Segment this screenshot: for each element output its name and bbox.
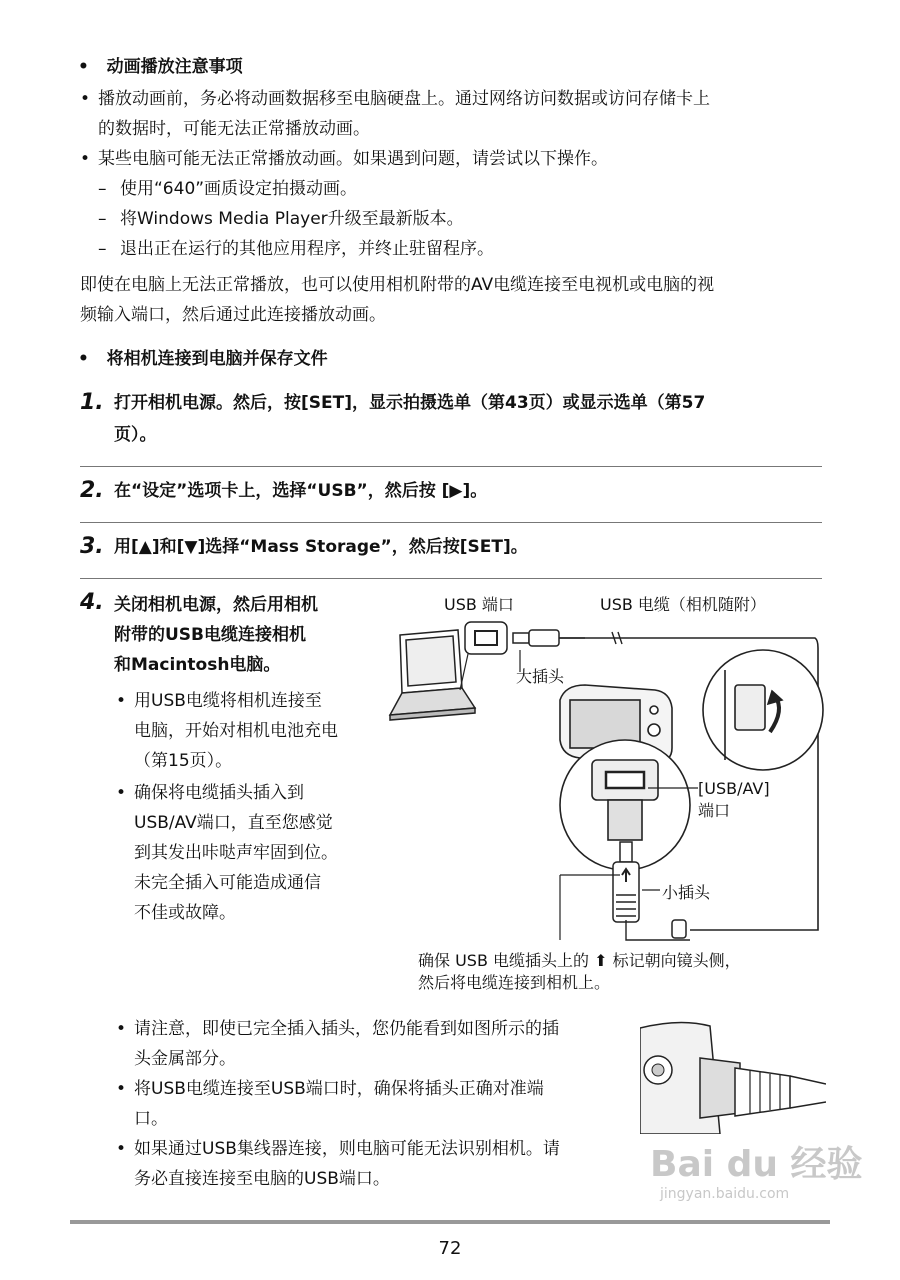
note-text: 务必直接连接至电脑的USB端口。 xyxy=(134,1169,390,1189)
bullet-text: 的数据时，可能无法正常播放动画。 xyxy=(98,119,370,139)
step-text: 页）。 xyxy=(114,425,157,445)
note-text: 口。 xyxy=(134,1109,168,1129)
divider xyxy=(80,578,822,579)
usbav-port-label: [USB/AV] xyxy=(698,779,770,798)
step-text: 关闭相机电源，然后用相机 xyxy=(114,595,318,615)
section-heading-movie-playback: • 动画播放注意事项 xyxy=(78,57,243,77)
bullet-text: 确保将电缆插头插入到 xyxy=(134,783,304,803)
step-text: 附带的USB电缆连接相机 xyxy=(114,625,307,645)
diagram-caption: 确保 USB 电缆插头上的 ⬆ 标记朝向镜头侧， xyxy=(418,951,741,970)
footer-rule xyxy=(70,1220,830,1224)
usbav-port-label: 端口 xyxy=(698,801,731,820)
usb-cable-label: USB 电缆（相机随附） xyxy=(600,595,766,614)
dash-mark: – xyxy=(98,209,107,229)
section-heading-connect: • 将相机连接到电脑并保存文件 xyxy=(78,349,328,369)
bullet: • xyxy=(116,783,127,803)
note-text: 将USB电缆连接至USB端口时，确保将插头正确对准端 xyxy=(134,1079,544,1099)
baidu-watermark xyxy=(650,1145,863,1203)
note-text: 请注意，即使已完全插入插头，您仍能看到如图所示的插 xyxy=(134,1019,559,1039)
note-text: 头金属部分。 xyxy=(134,1049,236,1069)
step-text: 打开相机电源。然后，按[SET]，显示拍摄选单（第43页）或显示选单（第57 xyxy=(114,393,706,413)
diagram-caption: 然后将电缆连接到相机上。 xyxy=(418,973,611,992)
step-number: 1. xyxy=(80,390,104,415)
small-plug-label: 小插头 xyxy=(662,883,711,902)
step-text: 用[▲]和[▼]选择“Mass Storage”，然后按[SET]。 xyxy=(114,537,528,557)
bullet-text: 播放动画前，务必将动画数据移至电脑硬盘上。通过网络访问数据或访问存储卡上 xyxy=(98,89,710,109)
bullet-text: 某些电脑可能无法正常播放动画。如果遇到问题，请尝试以下操作。 xyxy=(98,149,608,169)
bullet: • xyxy=(80,89,91,109)
step-number: 4. xyxy=(80,590,104,615)
step-number: 2. xyxy=(80,478,104,503)
bullet-text: 用USB电缆将相机连接至 xyxy=(134,691,322,711)
bullet-text: 未完全插入可能造成通信 xyxy=(134,873,321,893)
bullet: • xyxy=(116,691,127,711)
bullet: • xyxy=(80,149,91,169)
plug-closeup-illustration xyxy=(640,1018,826,1134)
dash-text: 将Windows Media Player升级至最新版本。 xyxy=(120,209,464,229)
step-text: 在“设定”选项卡上，选择“USB”，然后按 [▶]。 xyxy=(114,481,488,501)
laptop-illustration xyxy=(390,630,475,720)
bullet-text: 不佳或故障。 xyxy=(134,903,236,923)
big-plug-label: 大插头 xyxy=(516,667,565,686)
dash-text: 使用“640”画质设定拍摄动画。 xyxy=(120,179,358,199)
port-cover-zoom xyxy=(703,650,823,770)
watermark-brand: Bai du 经验 xyxy=(650,1144,863,1185)
bullet: • xyxy=(116,1079,127,1099)
connection-diagram xyxy=(380,590,830,950)
dash-text: 退出正在运行的其他应用程序，并终止驻留程序。 xyxy=(120,239,494,259)
dash-mark: – xyxy=(98,179,107,199)
bullet: • xyxy=(116,1019,127,1039)
usb-port-label: USB 端口 xyxy=(444,595,514,614)
page-number: 72 xyxy=(438,1238,462,1259)
dash-mark: – xyxy=(98,239,107,259)
bullet: • xyxy=(116,1139,127,1159)
bullet-text: USB/AV端口，直至您感觉 xyxy=(134,813,333,833)
step-number: 3. xyxy=(80,534,104,559)
divider xyxy=(80,522,822,523)
step-text: 和Macintosh电脑。 xyxy=(114,655,281,675)
divider xyxy=(80,466,822,467)
note-text: 如果通过USB集线器连接，则电脑可能无法识别相机。请 xyxy=(134,1139,560,1159)
watermark-url: jingyan.baidu.com xyxy=(660,1186,790,1202)
bullet-text: 电脑，开始对相机电池充电 xyxy=(134,721,338,741)
bullet-text: 到其发出咔哒声牢固到位。 xyxy=(134,843,338,863)
bullet-text: （第15页）。 xyxy=(134,751,233,771)
paragraph: 即使在电脑上无法正常播放，也可以使用相机附带的AV电缆连接至电视机或电脑的视 xyxy=(80,275,715,295)
paragraph: 频输入端口，然后通过此连接播放动画。 xyxy=(80,305,386,325)
